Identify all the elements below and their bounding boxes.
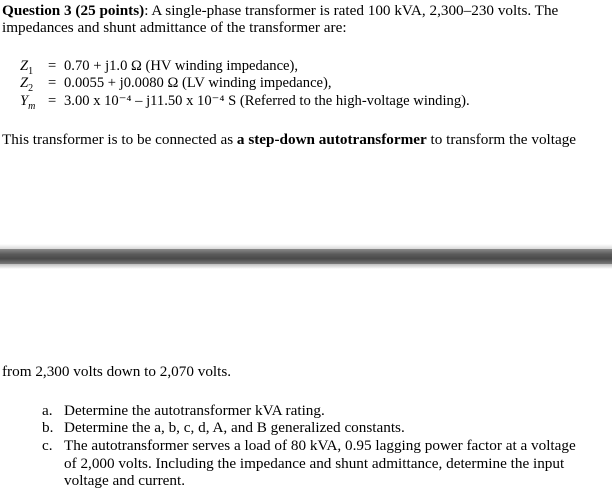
equation-equals: = (48, 93, 57, 109)
equation-symbol: $Y_m$ (20, 93, 36, 112)
part-label: c. (42, 437, 53, 454)
equation-equals: = (48, 58, 57, 74)
part-label: a. (42, 402, 53, 419)
connection-bold: a step-down autotransformer (236, 131, 427, 148)
question-heading: Question 3 (25 points) (2, 2, 145, 19)
equation-body: 3.00 x 10⁻⁴ – j11.50 x 10⁻⁴ S (Referred to the high-voltage winding). (64, 93, 470, 109)
part-label: b. (42, 419, 54, 436)
equation-body: 0.0055 + j0.0080 Ω (LV winding impedance), (64, 75, 332, 91)
separator-shadow-bottom (0, 264, 612, 269)
part-text: Determine the a, b, c, d, A, and B generalized constants. (64, 419, 405, 436)
equation-symbol: $Z_1$ (20, 58, 34, 77)
part-text: of 2,000 volts. Including the impedance and shunt admittance, determine the input (64, 455, 565, 472)
question-intro-1: : A single-phase transformer is rated 100 kVA, 2,300–230 volts. The (144, 2, 559, 19)
connection-line: This transformer is to be connected as a step-down autotransformer to transform the voltage (2, 131, 577, 148)
question-line-1 (2, 2, 558, 19)
equation-equals: = (48, 75, 57, 91)
equation-body: 0.70 + j1.0 Ω (HV winding impedance), (64, 58, 299, 74)
page-separator-band (0, 249, 612, 264)
part-text: The autotransformer serves a load of 80 kVA, 0.95 lagging power factor at a voltage (64, 437, 576, 454)
part-text: Determine the autotransformer kVA rating. (64, 402, 325, 419)
part-text: voltage and current. (64, 472, 186, 489)
question-intro-2: impedances and shunt admittance of the transformer are: (2, 19, 347, 36)
connection-continued: from 2,300 volts down to 2,070 volts. (2, 363, 232, 380)
equation-symbol: $Z_2$ (20, 75, 34, 94)
